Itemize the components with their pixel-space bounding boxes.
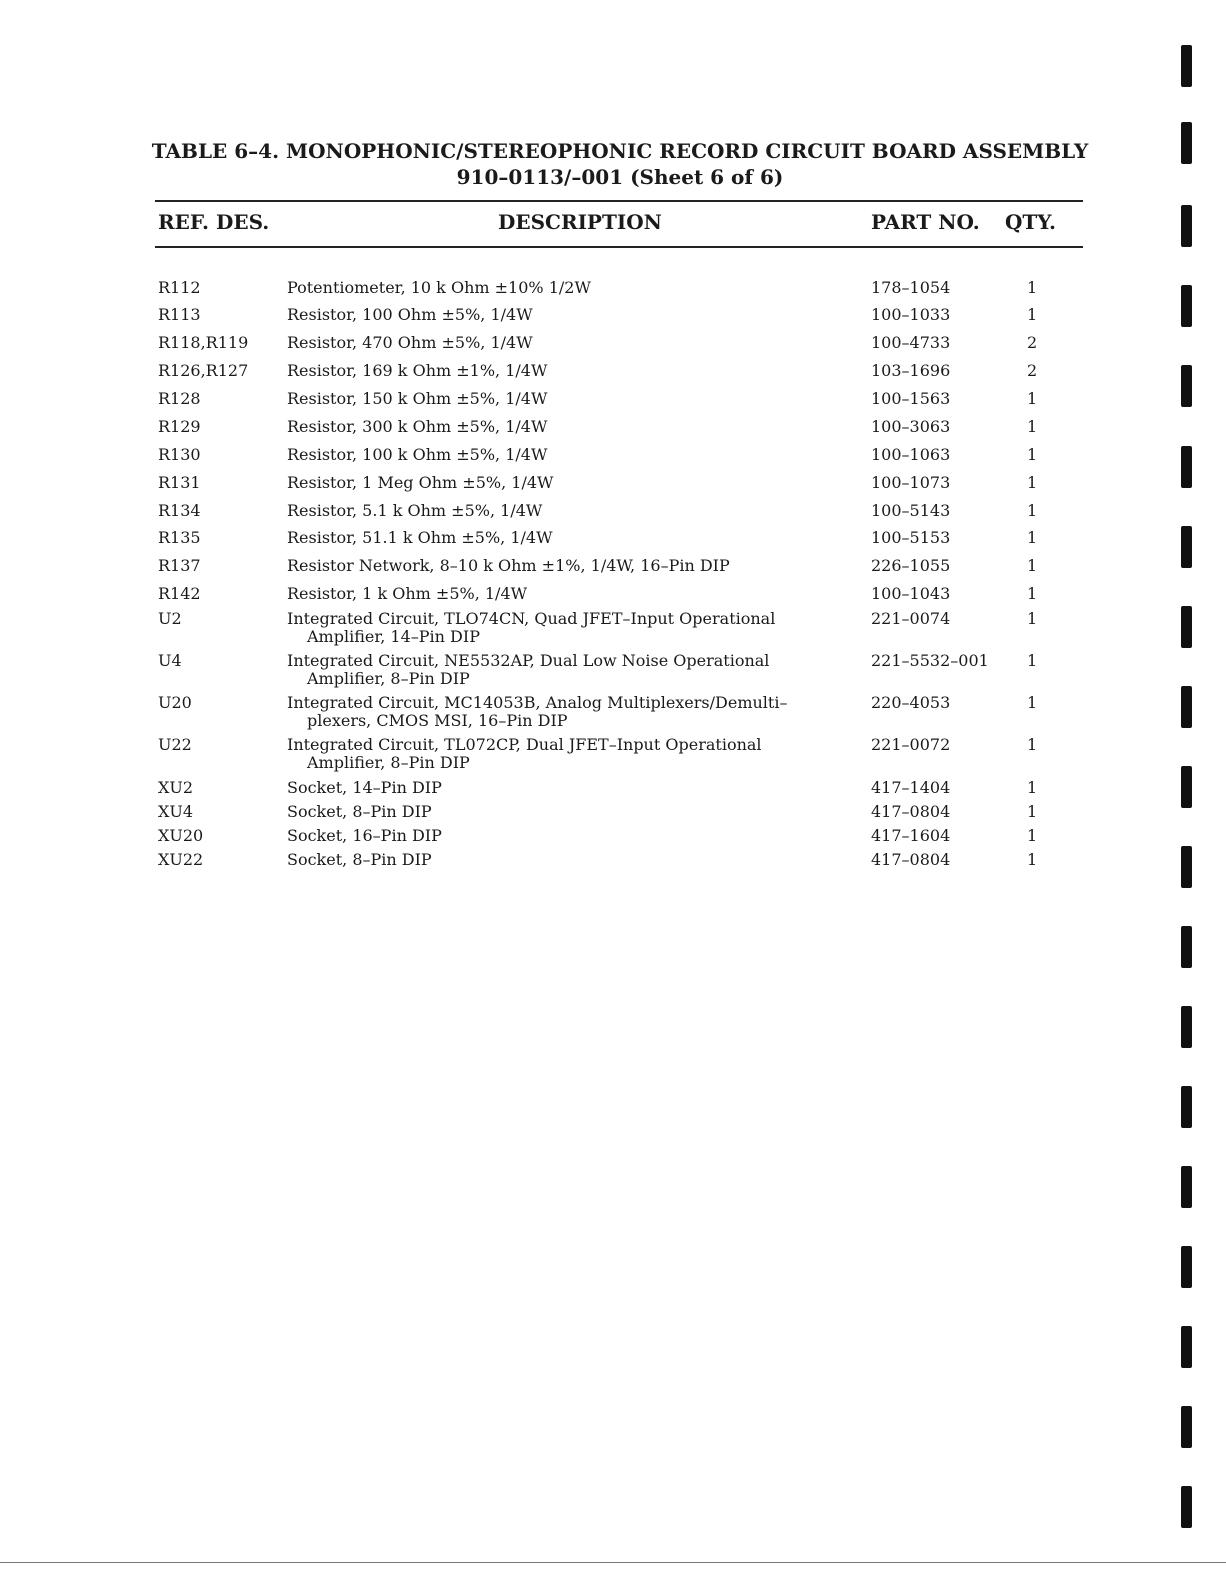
description: Socket, 16–Pin DIP xyxy=(287,826,442,845)
part-no: 100–1563 xyxy=(871,389,951,408)
binder-mark xyxy=(1181,846,1192,888)
qty: 1 xyxy=(1027,417,1038,436)
qty: 1 xyxy=(1027,501,1038,520)
qty: 1 xyxy=(1027,556,1038,575)
header-ref-des: REF. DES. xyxy=(158,210,270,234)
header-top-rule xyxy=(155,200,1083,202)
qty: 1 xyxy=(1027,735,1038,754)
header-qty: QTY. xyxy=(1005,210,1056,234)
ref-des: XU2 xyxy=(158,778,194,797)
qty: 1 xyxy=(1027,651,1038,670)
description: Resistor, 51.1 k Ohm ±5%, 1/4W xyxy=(287,528,553,547)
description: Resistor, 470 Ohm ±5%, 1/4W xyxy=(287,333,533,352)
part-no: 100–5143 xyxy=(871,501,951,520)
qty: 1 xyxy=(1027,278,1038,297)
qty: 1 xyxy=(1027,693,1038,712)
qty: 1 xyxy=(1027,802,1038,821)
part-no: 221–0072 xyxy=(871,735,951,754)
description: Resistor, 1 Meg Ohm ±5%, 1/4W xyxy=(287,473,554,492)
qty: 1 xyxy=(1027,528,1038,547)
part-no: 100–4733 xyxy=(871,333,951,352)
binder-mark xyxy=(1181,1246,1192,1288)
table-title-line1: TABLE 6–4. MONOPHONIC/STEREOPHONIC RECORD CIRCUIT BOARD ASSEMBLY xyxy=(151,139,1089,163)
ref-des: R137 xyxy=(158,556,201,575)
description: Socket, 14–Pin DIP xyxy=(287,778,442,797)
ref-des: XU22 xyxy=(158,850,204,869)
ref-des: R135 xyxy=(158,528,201,547)
part-no: 221–5532–001 xyxy=(871,651,989,670)
ref-des: XU20 xyxy=(158,826,204,845)
ref-des: R128 xyxy=(158,389,201,408)
part-no: 103–1696 xyxy=(871,361,951,380)
description: Resistor, 5.1 k Ohm ±5%, 1/4W xyxy=(287,501,543,520)
qty: 1 xyxy=(1027,826,1038,845)
description: Integrated Circuit, TL072CP, Dual JFET–Input Operational Amplifier, 8–Pin DIP xyxy=(287,736,847,772)
binder-mark xyxy=(1181,365,1192,407)
binder-mark xyxy=(1181,1166,1192,1208)
ref-des: R112 xyxy=(158,278,201,297)
description: Socket, 8–Pin DIP xyxy=(287,850,432,869)
description-continued: plexers, CMOS MSI, 16–Pin DIP xyxy=(307,711,568,730)
description: Socket, 8–Pin DIP xyxy=(287,802,432,821)
binder-mark xyxy=(1181,446,1192,488)
ref-des: R118,R119 xyxy=(158,333,249,352)
part-no: 417–1404 xyxy=(871,778,951,797)
binder-mark xyxy=(1181,686,1192,728)
ref-des: R126,R127 xyxy=(158,361,249,380)
binder-mark xyxy=(1181,45,1192,87)
part-no: 417–0804 xyxy=(871,802,951,821)
binder-mark xyxy=(1181,285,1192,327)
qty: 2 xyxy=(1027,333,1038,352)
ref-des: U2 xyxy=(158,609,182,628)
qty: 1 xyxy=(1027,305,1038,324)
part-no: 100–1063 xyxy=(871,445,951,464)
description: Resistor Network, 8–10 k Ohm ±1%, 1/4W, 16–Pin DIP xyxy=(287,556,730,575)
table-title-line2: 910–0113/–001 (Sheet 6 of 6) xyxy=(456,165,784,189)
ref-des: R134 xyxy=(158,501,201,520)
ref-des: R129 xyxy=(158,417,201,436)
part-no: 100–3063 xyxy=(871,417,951,436)
description-continued: Amplifier, 14–Pin DIP xyxy=(307,627,480,646)
ref-des: R130 xyxy=(158,445,201,464)
binder-mark xyxy=(1181,926,1192,968)
description: Integrated Circuit, MC14053B, Analog Multiplexers/Demulti– plexers, CMOS MSI, 16–Pin DIP xyxy=(287,694,847,730)
ref-des: U20 xyxy=(158,693,192,712)
qty: 1 xyxy=(1027,778,1038,797)
part-no: 220–4053 xyxy=(871,693,951,712)
ref-des: R131 xyxy=(158,473,201,492)
part-no: 100–1073 xyxy=(871,473,951,492)
binder-mark xyxy=(1181,1406,1192,1448)
description: Resistor, 150 k Ohm ±5%, 1/4W xyxy=(287,389,548,408)
ref-des: R113 xyxy=(158,305,201,324)
part-no: 100–1043 xyxy=(871,584,951,603)
qty: 1 xyxy=(1027,473,1038,492)
part-no: 417–0804 xyxy=(871,850,951,869)
part-no: 221–0074 xyxy=(871,609,951,628)
description: Potentiometer, 10 k Ohm ±10% 1/2W xyxy=(287,278,591,297)
part-no: 100–1033 xyxy=(871,305,951,324)
part-no: 417–1604 xyxy=(871,826,951,845)
ref-des: U22 xyxy=(158,735,192,754)
qty: 1 xyxy=(1027,445,1038,464)
binder-mark xyxy=(1181,606,1192,648)
binder-mark xyxy=(1181,1326,1192,1368)
description: Integrated Circuit, TLO74CN, Quad JFET–Input Operational Amplifier, 14–Pin DIP xyxy=(287,610,847,646)
page-bottom-edge xyxy=(0,1562,1226,1563)
binder-mark xyxy=(1181,1006,1192,1048)
qty: 1 xyxy=(1027,389,1038,408)
description: Resistor, 1 k Ohm ±5%, 1/4W xyxy=(287,584,528,603)
description: Integrated Circuit, NE5532AP, Dual Low Noise Operational Amplifier, 8–Pin DIP xyxy=(287,652,847,688)
part-no: 226–1055 xyxy=(871,556,951,575)
part-no: 100–5153 xyxy=(871,528,951,547)
description-continued: Amplifier, 8–Pin DIP xyxy=(307,753,470,772)
qty: 1 xyxy=(1027,850,1038,869)
table-title xyxy=(150,138,1090,190)
description: Resistor, 169 k Ohm ±1%, 1/4W xyxy=(287,361,548,380)
description-continued: Amplifier, 8–Pin DIP xyxy=(307,669,470,688)
binder-mark xyxy=(1181,766,1192,808)
description: Resistor, 300 k Ohm ±5%, 1/4W xyxy=(287,417,548,436)
header-description: DESCRIPTION xyxy=(498,210,662,234)
binder-mark xyxy=(1181,205,1192,247)
binder-mark xyxy=(1181,1486,1192,1528)
ref-des: R142 xyxy=(158,584,201,603)
part-no: 178–1054 xyxy=(871,278,951,297)
description: Resistor, 100 k Ohm ±5%, 1/4W xyxy=(287,445,548,464)
qty: 1 xyxy=(1027,584,1038,603)
header-bottom-rule xyxy=(155,246,1083,248)
ref-des: U4 xyxy=(158,651,182,670)
header-part-no: PART NO. xyxy=(871,210,980,234)
binder-mark xyxy=(1181,122,1192,164)
ref-des: XU4 xyxy=(158,802,194,821)
qty: 2 xyxy=(1027,361,1038,380)
qty: 1 xyxy=(1027,609,1038,628)
description: Resistor, 100 Ohm ±5%, 1/4W xyxy=(287,305,533,324)
binder-mark xyxy=(1181,1086,1192,1128)
binder-mark xyxy=(1181,526,1192,568)
